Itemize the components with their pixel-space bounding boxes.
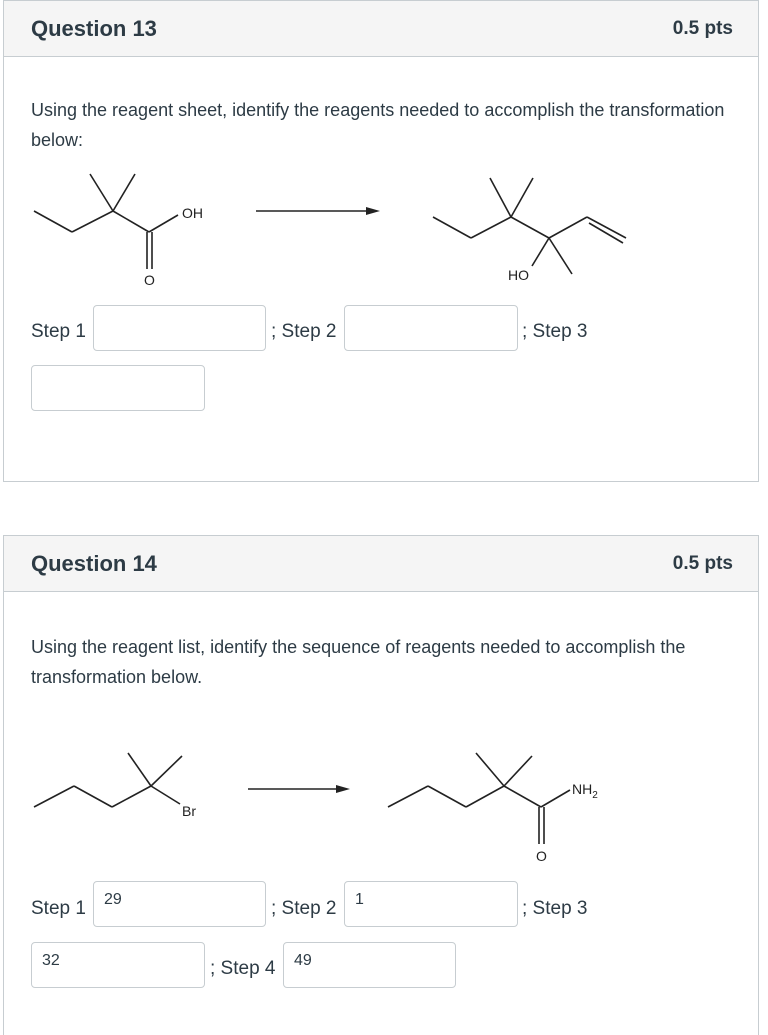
product-14-o-label: O	[536, 848, 547, 864]
question-13-reaction-scheme	[4, 166, 704, 291]
reaction-arrow-14	[248, 785, 350, 793]
product-14-structure	[388, 753, 570, 844]
question-14-step4-label: ; Step 4	[210, 958, 276, 979]
question-14-card	[3, 535, 759, 1035]
question-14-reaction-scheme	[4, 746, 704, 871]
question-13-step2-label: ; Step 2	[271, 321, 337, 342]
question-14-step1-input[interactable]	[93, 881, 266, 927]
reactant-14-structure	[34, 753, 182, 807]
question-13-step3-input[interactable]	[31, 365, 205, 411]
question-13-points: 0.5 pts	[672, 18, 733, 39]
question-14-step4-input[interactable]	[283, 942, 456, 988]
product-13-structure	[433, 178, 626, 274]
question-14-step3-label: ; Step 3	[522, 898, 588, 919]
reaction-arrow-13	[256, 207, 380, 215]
product-14-nh-label: $NH_2$	[572, 781, 598, 801]
question-14-step2-label: ; Step 2	[271, 898, 337, 919]
question-14-header	[4, 536, 758, 592]
question-14-step2-input[interactable]	[344, 881, 518, 927]
question-14-step3-input[interactable]	[31, 942, 205, 988]
question-13-step3-label: ; Step 3	[522, 321, 588, 342]
question-14-step1-label: Step 1	[31, 898, 86, 919]
question-13-step1-input[interactable]	[93, 305, 266, 351]
question-14-title: Question 14	[31, 551, 157, 576]
product-13-ho-label: HO	[508, 267, 529, 283]
question-13-card	[3, 0, 759, 482]
question-13-step2-input[interactable]	[344, 305, 518, 351]
reactant-13-structure	[34, 174, 178, 269]
reactant-13-oh-label: OH	[182, 205, 203, 221]
reactant-14-br-label: Br	[182, 803, 196, 819]
question-13-header	[4, 1, 758, 57]
question-13-prompt: Using the reagent sheet, identify the reagents needed to accomplish the transformation below:	[31, 100, 725, 150]
question-14-prompt: Using the reagent list, identify the sequence of reagents needed to accomplish the transformation below.	[31, 637, 686, 687]
question-13-title: Question 13	[31, 16, 157, 41]
reactant-13-o-label: O	[144, 272, 155, 288]
question-14-points: 0.5 pts	[672, 553, 733, 574]
question-13-step1-label: Step 1	[31, 321, 86, 342]
